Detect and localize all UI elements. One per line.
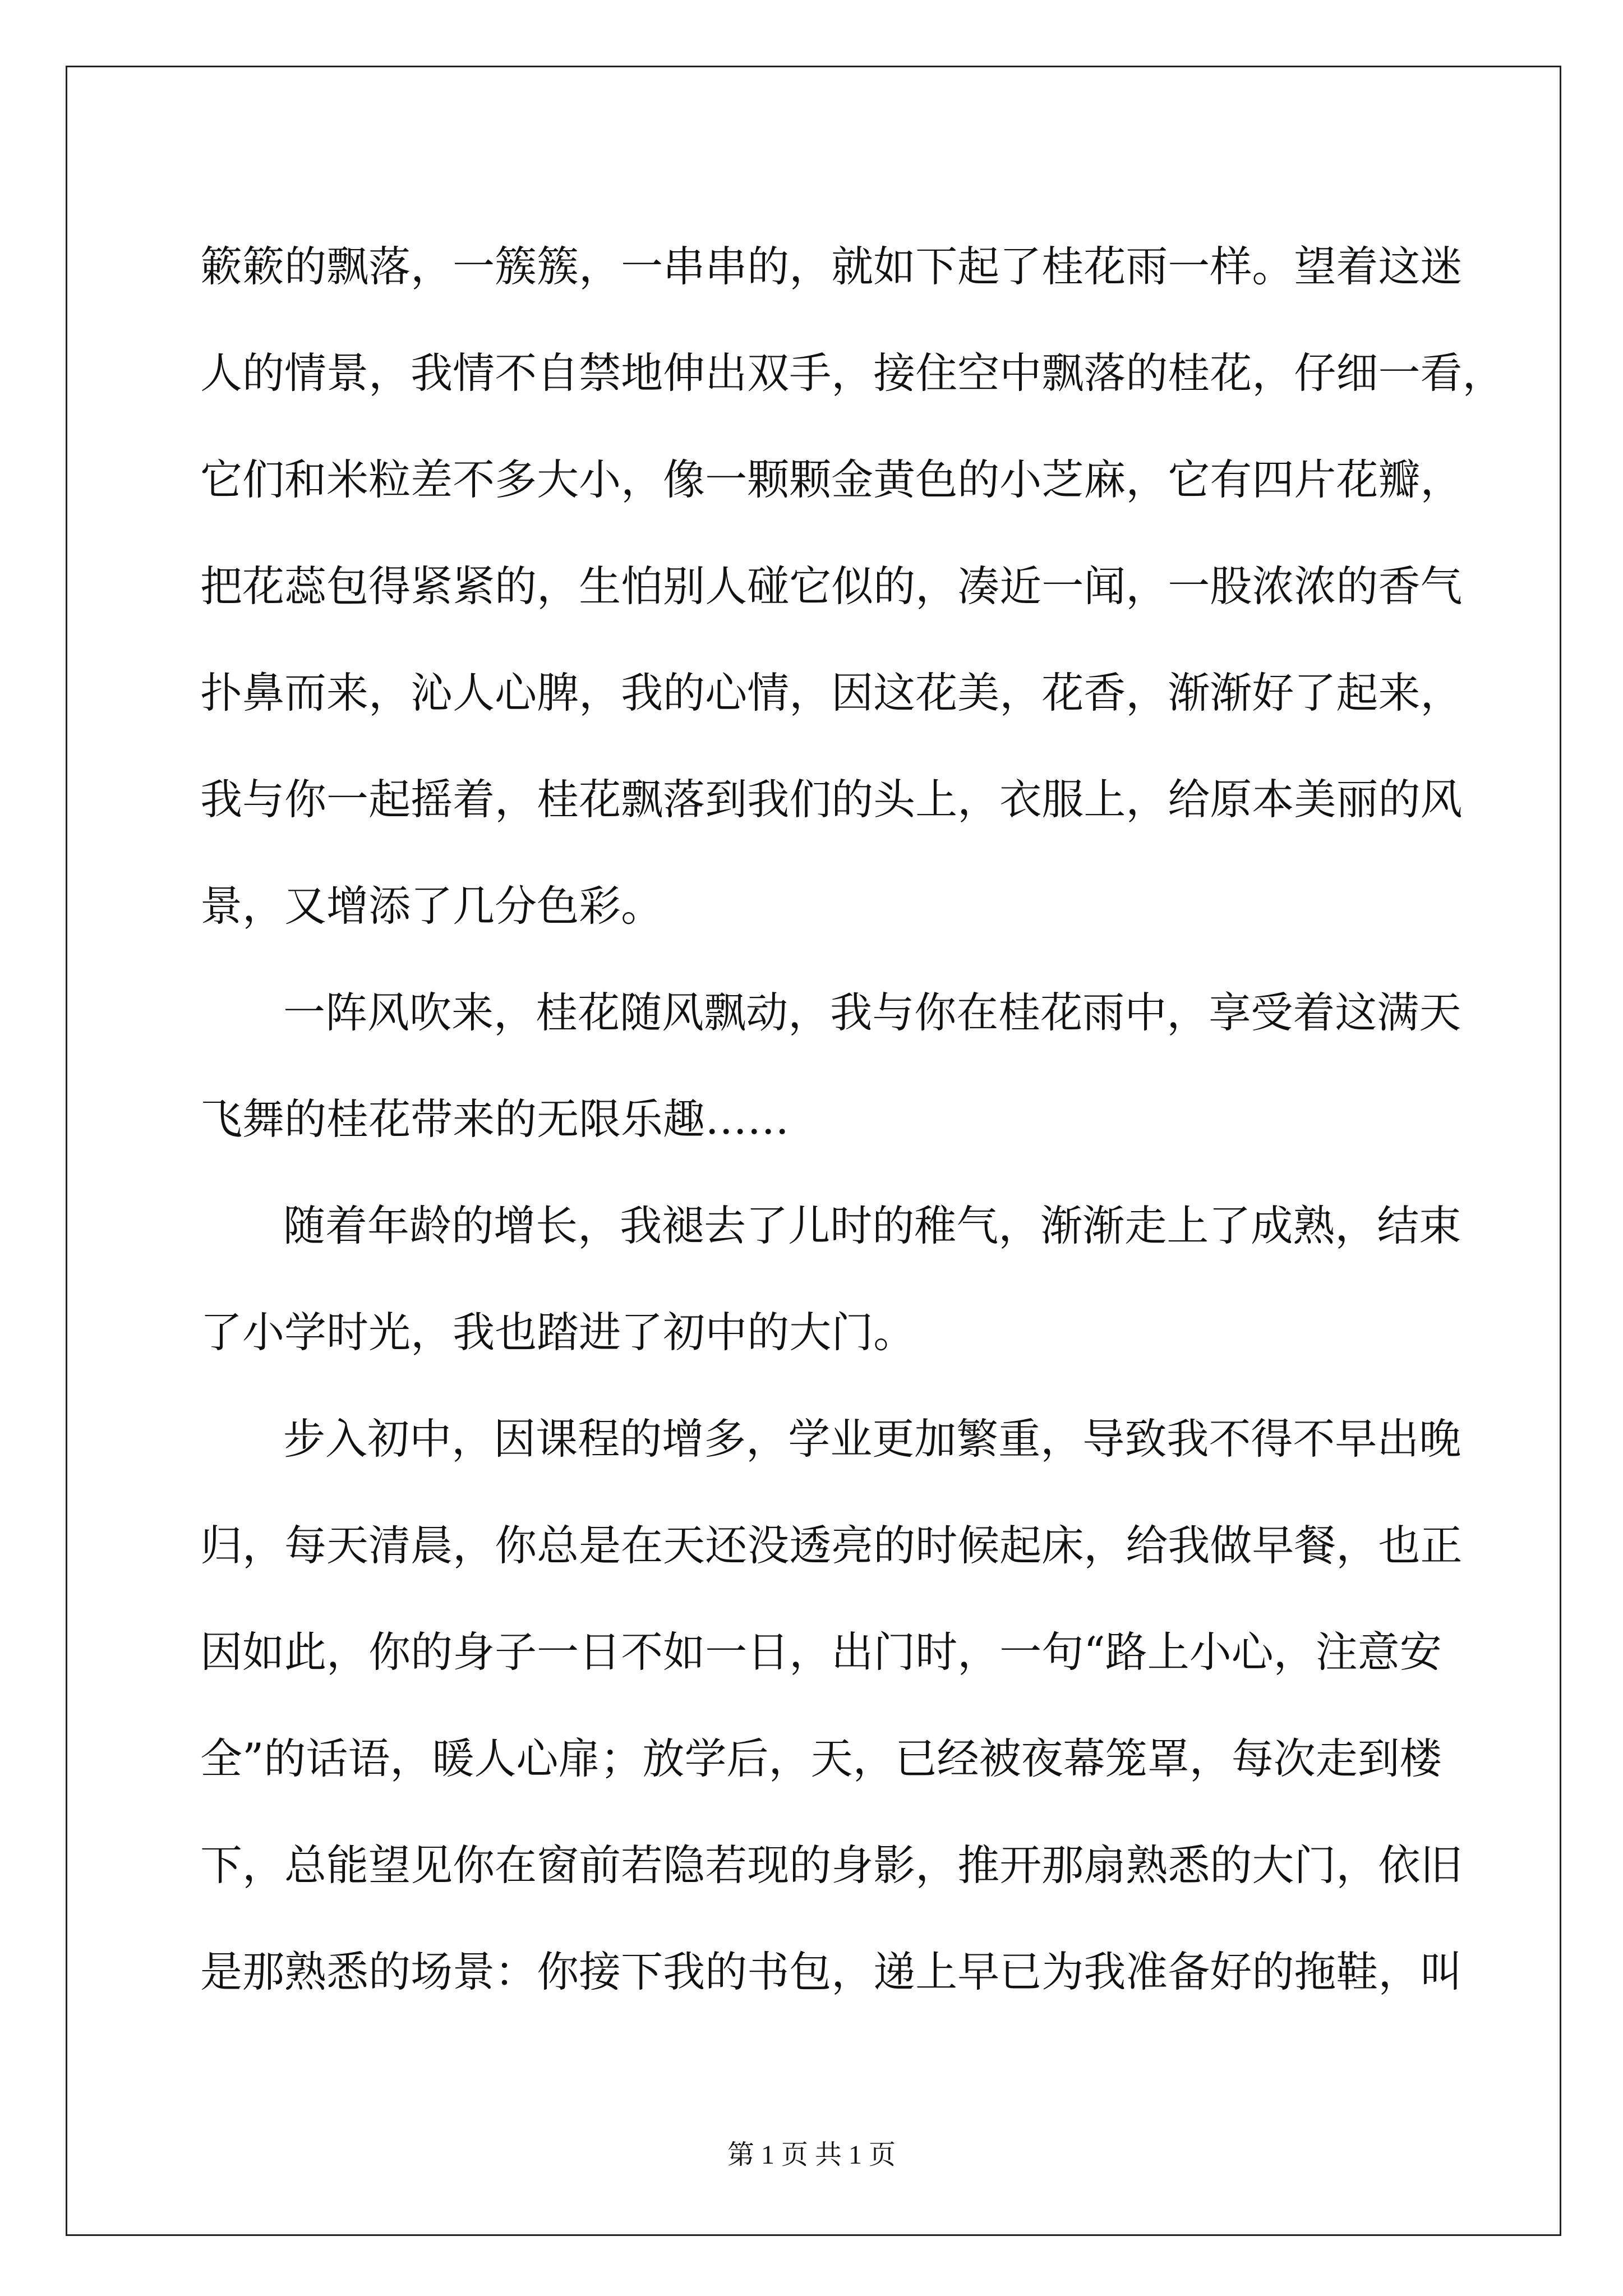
page-number-footer: 第 1 页 共 1 页 [727,2140,896,2170]
text-line: 把 花 蕊 包 得 紧 紧 的 ， 生 怕 别 人 碰 它 似 的 ， 凑 近 一 闻 ， 一 股 浓 浓 的 香 气 [200,562,1463,611]
text-line: 了 小 学 时 光 ， 我 也 踏 进 了 初 中 的 大 门 。 [200,1308,916,1357]
text-line: 下 ， 总 能 望 见 你 在 窗 前 若 隐 若 现 的 身 影 ， 推 开 那 扇 熟 悉 的 大 门 ， 依 旧 [200,1841,1463,1890]
text-line: 人 的 情 景 ， 我 情 不 自 禁 地 伸 出 双 手 ， 接 住 空 中 飘 落 的 桂 花 ， 仔 细 一 看 ， [200,348,1505,398]
text-line: 归 ， 每 天 清 晨 ， 你 总 是 在 天 还 没 透 亮 的 时 候 起 床 ， 给 我 做 早 餐 ， 也 正 [200,1521,1463,1570]
text-line: 飞 舞 的 桂 花 带 来 的 无 限 乐 趣 … … [200,1094,790,1144]
text-line: 步 入 初 中 ， 因 课 程 的 增 多 ， 学 业 更 加 繁 重 ， 导 致 我 不 得 不 早 出 晚 [283,1414,1461,1464]
text-line: 我 与 你 一 起 摇 着 ， 桂 花 飘 落 到 我 们 的 头 上 ， 衣 服 上 ， 给 原 本 美 丽 的 风 [200,775,1463,824]
text-line: 扑 鼻 而 来 ， 沁 人 心 脾 ， 我 的 心 情 ， 因 这 花 美 ， 花 香 ， 渐 渐 好 了 起 来 ， [200,668,1463,717]
document-body [200,213,1505,2025]
text-line: 一 阵 风 吹 来 ， 桂 花 随 风 飘 动 ， 我 与 你 在 桂 花 雨 中 ， 享 受 着 这 满 天 [283,988,1461,1037]
text-line: 景 ， 又 增 添 了 几 分 色 彩 。 [200,881,663,931]
text-line: 因 如 此 ， 你 的 身 子 一 日 不 如 一 日 ， 出 门 时 ， 一 句 “ 路 上 小 心 ， 注 意 安 [200,1627,1442,1677]
text-line: 簌 簌 的 飘 落 ， 一 簇 簇 ， 一 串 串 的 ， 就 如 下 起 了 桂 花 雨 一 样 。 望 着 这 迷 [200,242,1463,291]
text-line: 是 那 熟 悉 的 场 景 ： 你 接 下 我 的 书 包 ， 递 上 早 已 为 我 准 备 好 的 拖 鞋 ， 叫 [200,1947,1463,1996]
text-line: 它 们 和 米 粒 差 不 多 大 小 ， 像 一 颗 颗 金 黄 色 的 小 芝 麻 ， 它 有 四 片 花 瓣 ， [200,455,1463,504]
text-line: 全 ” 的 话 语 ， 暖 人 心 扉 ； 放 学 后 ， 天 ， 已 经 被 夜 幕 笼 罩 ， 每 次 走 到 楼 [200,1734,1442,1783]
text-line: 随 着 年 龄 的 增 长 ， 我 褪 去 了 儿 时 的 稚 气 ， 渐 渐 走 上 了 成 熟 ， 结 束 [283,1201,1461,1250]
